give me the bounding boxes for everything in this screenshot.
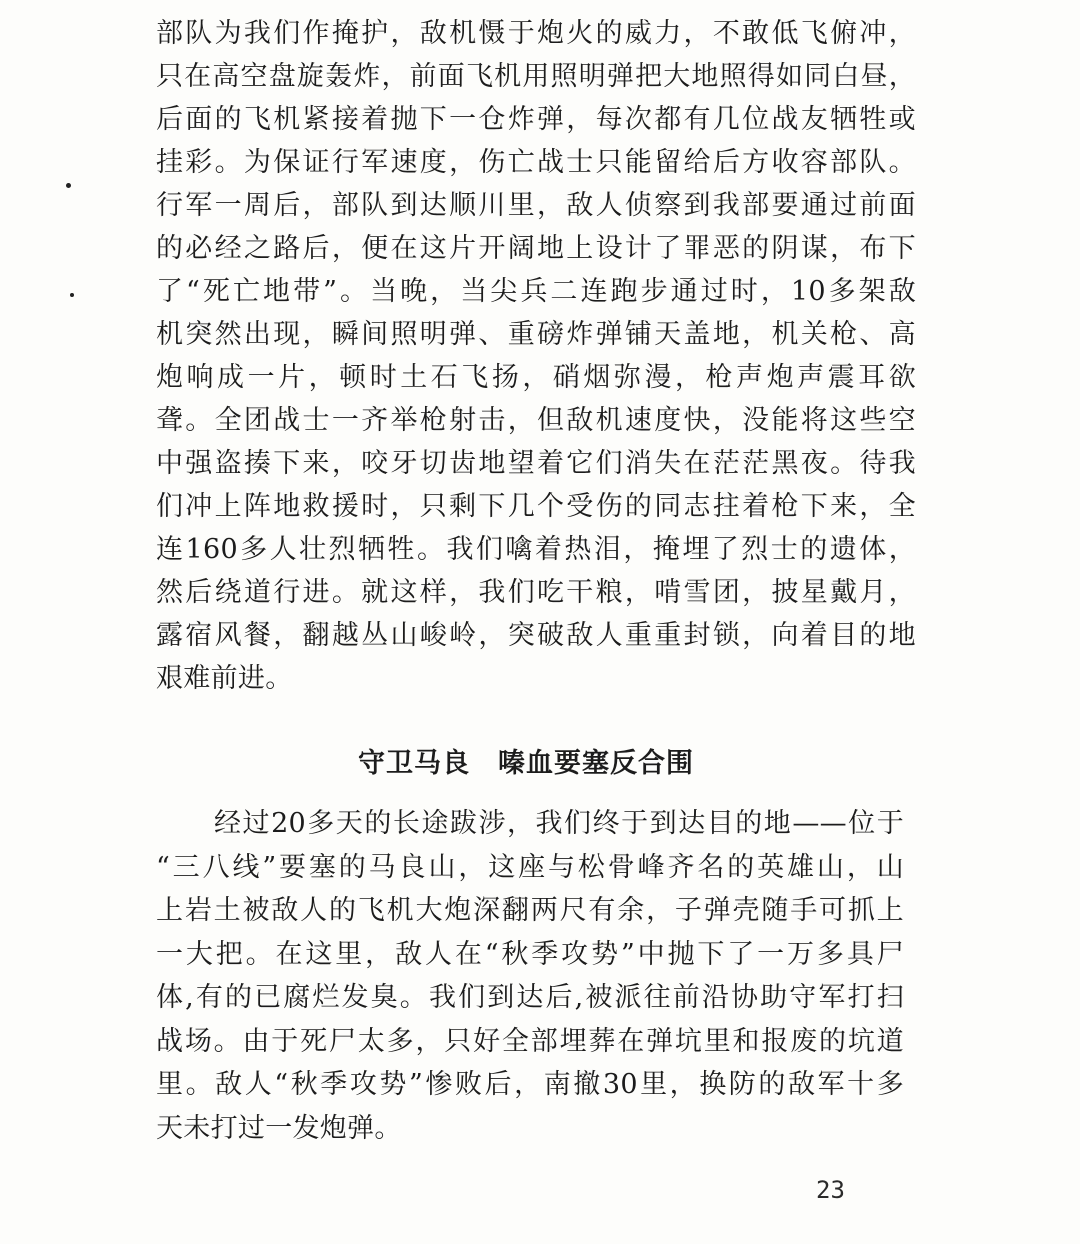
text-line: “三八线”要塞的马良山，这座与松骨峰齐名的英雄山，山 [156,851,904,883]
text-line: 的必经之路后，便在这片开阔地上设计了罪恶的阴谋，布下 [156,233,916,264]
text-line: 体,有的已腐烂发臭。我们到达后,被派往前沿协助守军打扫 [156,982,904,1013]
text-line: 炮响成一片，顿时土石飞扬，硝烟弥漫，枪声炮声震耳欲 [156,362,916,393]
section-heading: 守卫马良 嗪血要塞反合围 [358,748,694,779]
text-line: 战场。由于死尸太多，只好全部埋葬在弹坑里和报废的坑道 [156,1025,904,1057]
text-line: 一大把。在这里，敌人在“秋季攻势”中抛下了一万多具尸 [156,938,904,970]
text-line: 中强盗揍下来，咬牙切齿地望着它们消失在茫茫黑夜。待我 [156,448,916,479]
text-line: 露宿风餐，翻越丛山峻岭，突破敌人重重封锁，向着目的地 [156,620,916,651]
text-line: 了“死亡地带”。当晚，当尖兵二连跑步通过时，10多架敌 [156,276,916,307]
body-paragraph-2 [156,802,904,1150]
text-line: 部队为我们作掩护，敌机慑于炮火的威力，不敢低飞俯冲， [156,18,916,49]
body-paragraph-1 [156,12,916,700]
text-line: 挂彩。为保证行军速度，伤亡战士只能留给后方收容部队。 [156,147,916,178]
text-line: 经过20多天的长途跋涉，我们终于到达目的地——位于 [214,808,904,839]
text-line: 然后绕道行进。就这样，我们吃干粮，啃雪团，披星戴月， [156,577,916,608]
text-line: 天未打过一发炮弹。 [156,1112,402,1144]
print-speck [66,183,71,188]
text-line: 里。敌人“秋季攻势”惨败后，南撤30里，换防的敌军十多 [156,1069,904,1100]
text-line: 只在高空盘旋轰炸，前面飞机用照明弹把大地照得如同白昼， [156,61,916,92]
print-speck [70,293,74,297]
text-line: 行军一周后，部队到达顺川里，敌人侦察到我部要通过前面 [156,190,916,221]
text-line: 艰难前进。 [156,663,293,694]
text-line: 上岩土被敌人的飞机大炮深翻两尺有余，子弹壳随手可抓上 [156,895,904,926]
text-line: 聋。全团战士一齐举枪射击，但敌机速度快，没能将这些空 [156,405,916,436]
text-line: 们冲上阵地救援时，只剩下几个受伤的同志拄着枪下来，全 [156,491,916,522]
text-line: 机突然出现，瞬间照明弹、重磅炸弹铺天盖地，机关枪、高 [156,319,916,350]
text-line: 连160多人壮烈牺牲。我们噙着热泪，掩埋了烈士的遗体， [156,534,916,565]
text-line: 后面的飞机紧接着抛下一仓炸弹，每次都有几位战友牺牲或 [156,104,916,135]
page-number: 23 [816,1176,845,1204]
